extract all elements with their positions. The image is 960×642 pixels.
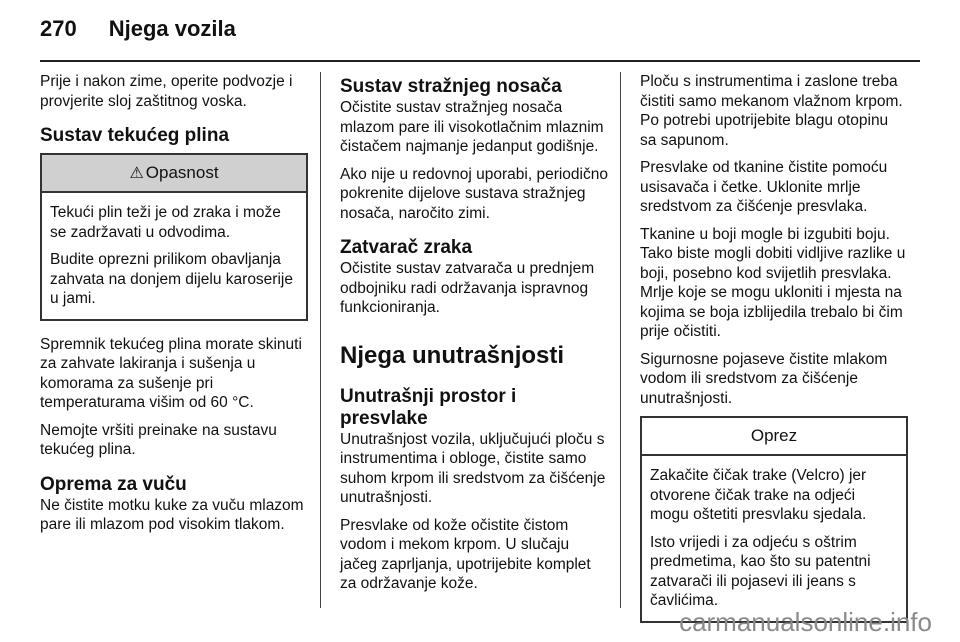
column-3 [640,72,908,637]
fabric-paragraph: Presvlake od tkanine čistite pomoću usisavača i četke. Uklonite mrlje sredstvom za čišćenje presvlaka. [640,159,888,215]
column-2 [340,72,608,602]
heading-interior-upholstery: Unutrašnji prostor i presvlake [340,385,517,429]
seat-belt-paragraph: Sigurnosne pojaseve čistite mlakom vodom ili sredstvom za čišćenje unutrašnjosti. [640,350,888,407]
heading-rear-carrier: Sustav stražnjeg nosača [340,76,562,97]
column-1 [40,72,308,543]
heading-fuel-system: Sustav tekućeg plina [40,125,230,146]
intro-paragraph: Prije i nakon zime, operite podvozje i provjerite sloj zaštitnog voska. [40,73,293,110]
rear-carrier-paragraph: Ako nije u redovnoj uporabi, periodično pokrenite dijelove sustava stražnjeg nosača, naročito zimi. [340,165,608,222]
heading-interior-care: Njega unutrašnjosti [340,341,565,369]
caution-title: Oprez [642,418,906,456]
tank-paragraph: Spremnik tekućeg plina morate skinuti za zahvate lakiranja i sušenja u komorama za sušenje pri temperaturama višim od 60 °C. [40,335,302,411]
warning-triangle-icon: ⚠ [129,165,144,182]
interior-paragraph: Presvlake od kože očistite čistom vodom i mekom krpom. U slučaju jačeg zaprljanja, upotrijebite komplet za održavanje kože. [340,516,591,592]
danger-title: Opasnost [145,163,219,182]
danger-paragraph: Tekući plin teži je od zraka i može se zadržavati u odvodima. [50,204,281,241]
danger-box [40,153,308,321]
page-header [40,16,236,42]
section-title: Njega vozila [108,16,236,41]
instrument-panel-paragraph: Ploču s instrumentima i zaslone treba čistiti samo mekanom vlažnom krpom. Po potrebi upotrijebite blagu otopinu sa sapunom. [640,73,903,149]
heading-air-shutter: Zatvarač zraka [340,237,473,258]
column-divider [320,72,321,608]
rear-carrier-paragraph: Očistite sustav stražnjeg nosača mlazom pare ili visokotlačnim mlaznim čistačem najmanje jedanput godišnje. [340,99,604,155]
caution-paragraph: Isto vrijedi i za odjeću s oštrim predmetima, kao što su patentni zatvarači ili pojasevi ili jeans s čavlićima. [650,533,871,609]
danger-paragraph: Budite oprezni prilikom obavljanja zahvata na donjem dijelu karoserije u jami. [50,251,293,307]
header-rule [40,60,920,62]
interior-paragraph: Unutrašnjost vozila, uključujući ploču s instrumentima i obloge, čistite samo suhom krpom ili sredstvom za čišćenje unutrašnjosti. [340,430,606,506]
heading-towing: Oprema za vuču [40,473,187,495]
danger-box-header [42,155,306,193]
caution-box [640,416,908,623]
page-number: 270 [40,16,77,41]
watermark: carmanualsonline.info [679,607,932,637]
colour-paragraph: Tkanine u boji mogle bi izgubiti boju. Tako biste mogli dobiti vidljive razlike u boji, posebno kod svijetlih presvlaka. Mrlje koje se mogu ukloniti i mjesta na kojima se boja izblijedila trebalo bi čim prije očistiti. [640,225,906,340]
air-shutter-paragraph: Očistite sustav zatvarača u prednjem odbojniku radi održavanja ispravnog funkcioniranja. [340,260,595,316]
column-divider [620,72,621,608]
caution-paragraph: Zakačite čičak trake (Velcro) jer otvorene čičak trake na odjeći mogu oštetiti presvlaku sjedala. [650,467,867,523]
towing-paragraph: Ne čistite motku kuke za vuču mlazom pare ili mlazom pod visokim tlakom. [40,496,304,533]
modifications-paragraph: Nemojte vršiti preinake na sustavu tekućeg plina. [40,421,277,458]
